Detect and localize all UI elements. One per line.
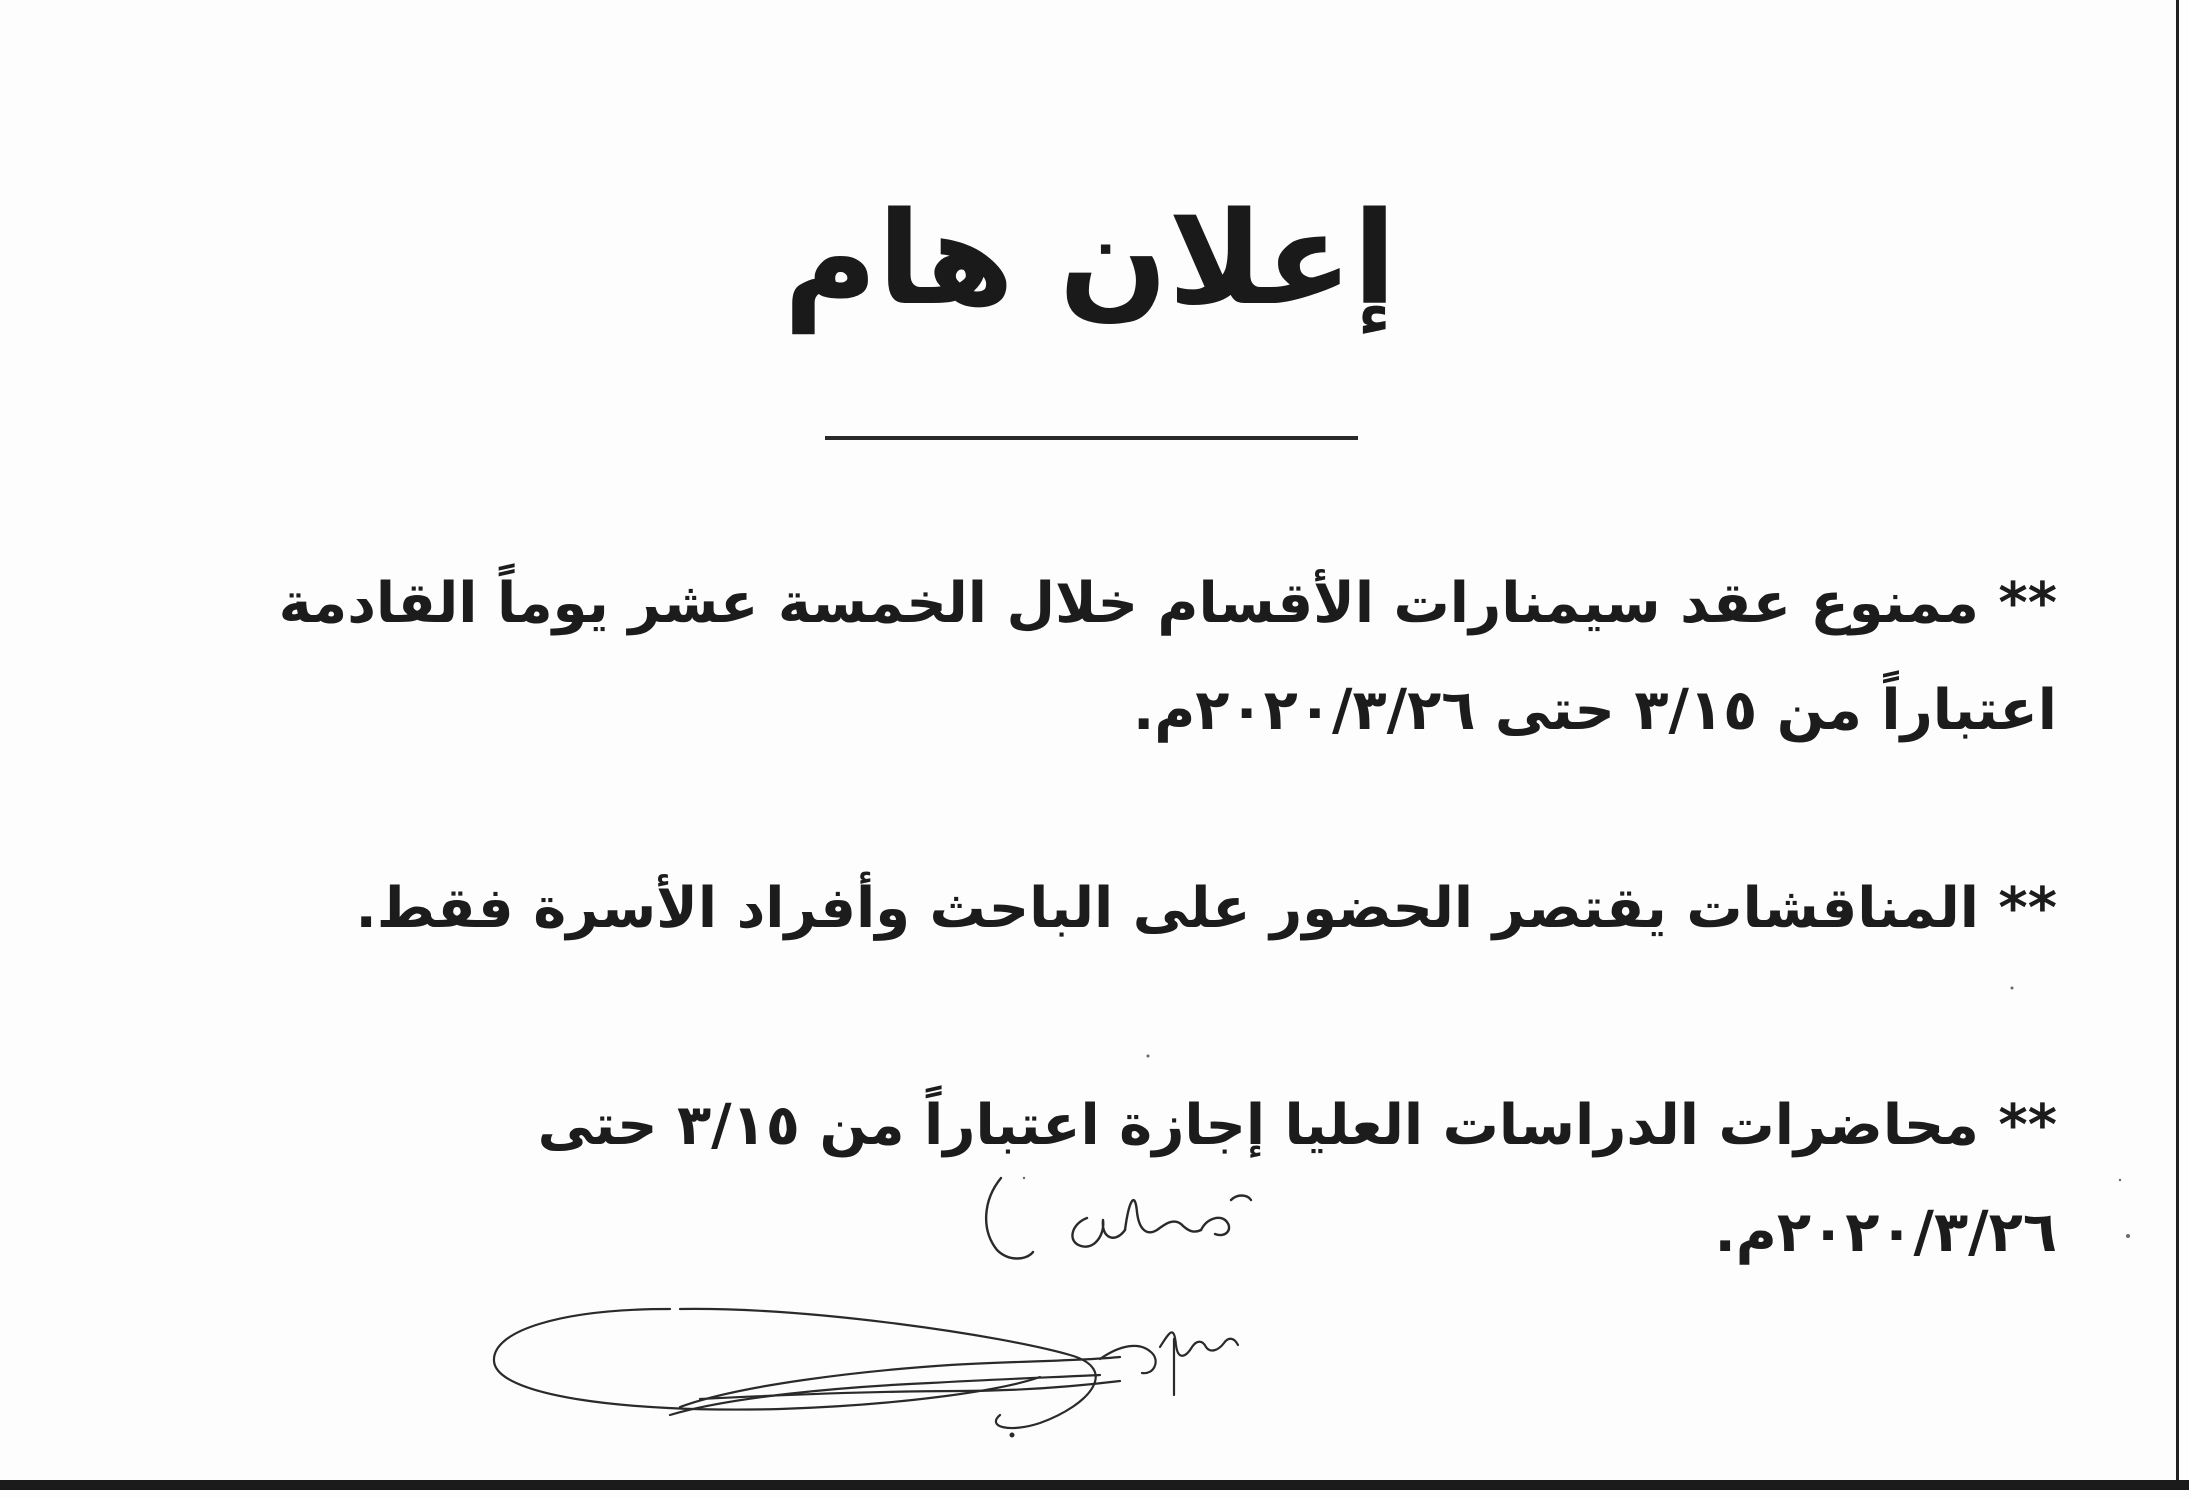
handwritten-signature — [480, 1295, 1260, 1465]
page-border-bottom — [0, 1480, 2189, 1490]
signature-dot — [1010, 1433, 1015, 1438]
title-underline — [825, 436, 1358, 440]
notice-item-line: ** المناقشات يقتصر الحضور على الباحث وأفراد الأسرة فقط. — [355, 876, 2057, 941]
notice-item-seminars — [279, 550, 2057, 764]
handwritten-approval-mark — [975, 1160, 1295, 1270]
notice-title: إعلان هام — [783, 185, 1397, 334]
notice-item-line: اعتباراً من ٣/١٥ حتى ٢٠٢٠/٣/٢٦م. — [1132, 678, 2057, 743]
notice-item-line: ٢٠٢٠/٣/٢٦م. — [1714, 1200, 2057, 1265]
notice-item-line: ** محاضرات الدراسات العليا إجازة اعتباراً من ٣/١٥ حتى — [537, 1093, 2057, 1158]
page-border-right — [2176, 0, 2179, 1486]
notice-item-lectures — [538, 1072, 2057, 1286]
notice-item-line: ** ممنوع عقد سيمنارات الأقسام خلال الخمسة عشر يوماً القادمة — [278, 571, 2057, 636]
notice-item-discussions — [356, 855, 2058, 962]
